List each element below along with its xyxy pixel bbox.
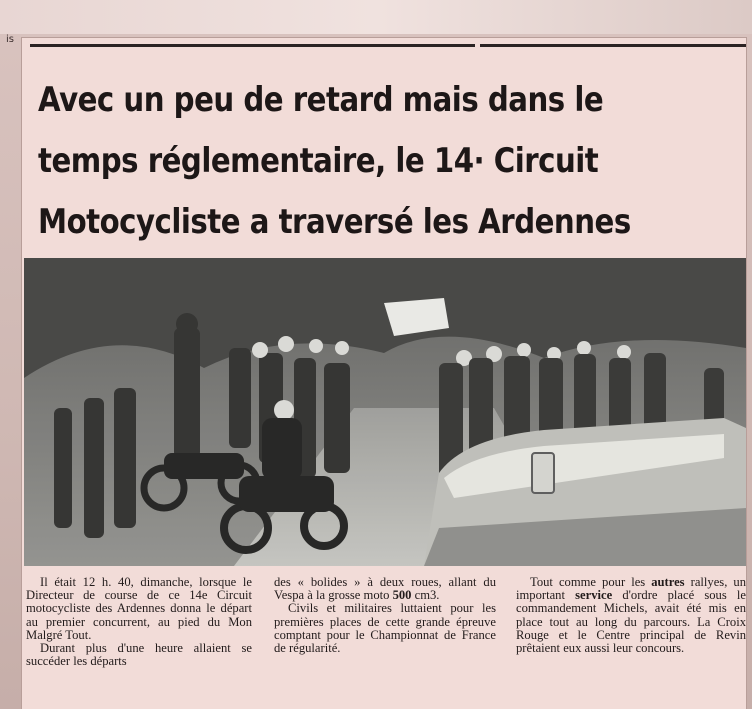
- top-rule: [30, 44, 475, 47]
- headline-line-3: Motocycliste a traversé les Ardennes: [38, 202, 631, 242]
- margin-mark: is: [6, 34, 14, 45]
- col1-paragraph-2: Durant plus d'une heure allaient se succéder les départs: [26, 641, 252, 669]
- col1-paragraph-1: Il était 12 h. 40, dimanche, lorsque le Directeur de course de ce 14e Circuit motocycliste des Ardennes donna le départ au premier concurrent, au pied du Mon Malgré Tout.: [26, 575, 252, 642]
- article-column-3: [516, 576, 746, 655]
- col3-paragraph-1: Tout comme pour les autres rallyes, un important service d'ordre placé sous le commandement Michels, avait été mis en place tout au long du parcours. La Croix Rouge et le Centre principal de Revin prêtaient eux aussi leur concours.: [516, 575, 746, 656]
- race-start-photo: [24, 258, 746, 566]
- headline-line-1: Avec un peu de retard mais dans le: [38, 80, 604, 120]
- photo-scene: [24, 258, 746, 566]
- article-headline: [38, 70, 631, 253]
- headline-line-2: temps réglementaire, le 14· Circuit: [38, 141, 599, 181]
- scan-top-strip: [0, 0, 752, 34]
- article-column-2: [274, 576, 496, 655]
- col2-paragraph-1: des « bolides » à deux roues, allant du Vespa à la grosse moto 500 cm3.: [274, 575, 496, 603]
- article-column-1: [26, 576, 252, 668]
- article-body: [26, 576, 746, 706]
- top-rule-right: [480, 44, 746, 47]
- col2-paragraph-2: Civils et militaires luttaient pour les premières places de cette grande épreuve comptant pour le Championnat de France de régularité.: [274, 601, 496, 656]
